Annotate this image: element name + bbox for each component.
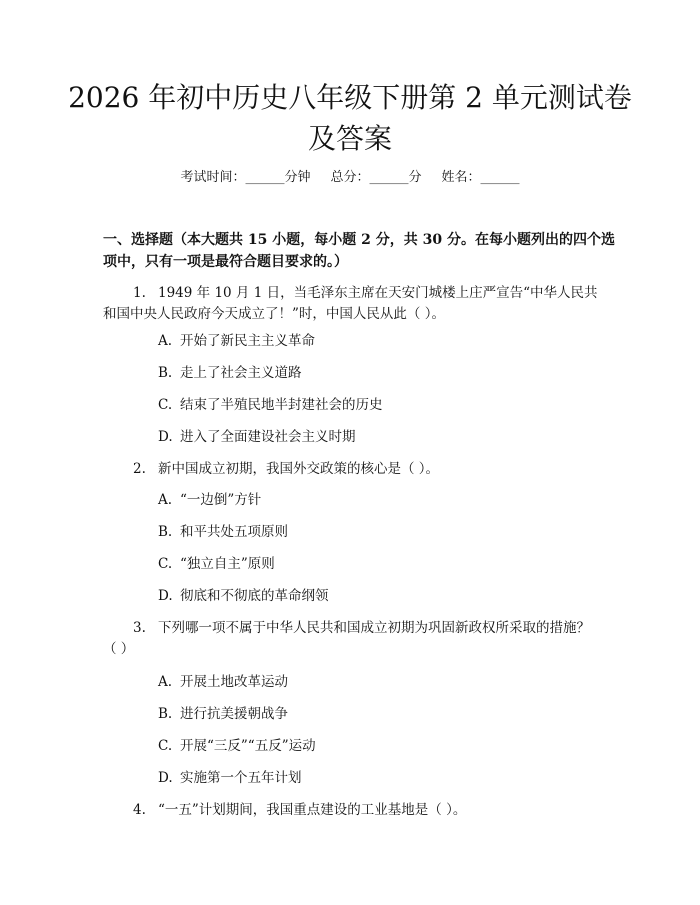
question-3-option-d — [158, 768, 302, 788]
option-text: 开始了新民主主义革命 — [180, 333, 315, 349]
option-text: 实施第一个五年计划 — [180, 770, 302, 786]
option-letter: D. — [158, 770, 173, 786]
exam-name-field: 姓名：______ — [441, 170, 520, 185]
option-letter: B. — [158, 365, 173, 381]
exam-time-field: 考试时间：______分钟 — [180, 170, 311, 185]
question-3-option-a — [158, 672, 288, 692]
question-3-number: 3. — [133, 620, 146, 636]
option-letter: A. — [158, 333, 173, 349]
question-1-text-line-2: 和国中央人民政府今天成立了！”时，中国人民从此（ ）。 — [103, 306, 445, 322]
question-1-text-line-1: 1949 年 10 月 1 日，当毛泽东主席在天安门城楼上庄严宣告“中华人民共 — [158, 285, 598, 301]
question-2-stem — [133, 458, 439, 480]
option-letter: C. — [158, 738, 173, 754]
question-4-number: 4. — [133, 802, 146, 818]
document-title-line-2: 及答案 — [307, 122, 392, 155]
option-letter: A. — [158, 674, 173, 690]
option-text: 彻底和不彻底的革命纲领 — [180, 588, 329, 604]
question-2-number: 2. — [133, 461, 146, 477]
question-3-text-line-2: （ ） — [103, 641, 135, 657]
question-1-stem — [133, 282, 597, 304]
question-3-option-b — [158, 704, 288, 724]
option-text: 开展“三反”“五反”运动 — [180, 738, 316, 754]
section-heading-line-1: 一、选择题（本大题共 15 小题，每小题 2 分，共 30 分。在每小题列出的四个选 — [103, 232, 615, 248]
option-letter: C. — [158, 397, 173, 413]
exam-meta — [0, 168, 700, 188]
question-2-option-c — [158, 554, 275, 574]
option-letter: D. — [158, 588, 173, 604]
question-1-number: 1. — [133, 285, 146, 301]
question-2-option-d — [158, 586, 329, 606]
question-2-text-line-1: 新中国成立初期，我国外交政策的核心是（ ）。 — [158, 461, 440, 477]
option-text: 进入了全面建设社会主义时期 — [180, 429, 356, 445]
section-heading-line-2: 项中，只有一项是最符合题目要求的。） — [103, 254, 348, 270]
question-3-stem — [133, 617, 590, 639]
option-letter: B. — [158, 524, 173, 540]
question-2-option-a — [158, 490, 261, 510]
option-text: 结束了半殖民地半封建社会的历史 — [180, 397, 383, 413]
question-2-option-b — [158, 522, 288, 542]
question-3-option-c — [158, 736, 316, 756]
question-1-option-c — [158, 395, 383, 415]
option-text: 走上了社会主义道路 — [180, 365, 302, 381]
option-text: “一边倒”方针 — [180, 492, 262, 508]
option-letter: A. — [158, 492, 173, 508]
option-letter: D. — [158, 429, 173, 445]
question-1-option-a — [158, 331, 315, 351]
question-4-text-line-1: “一五”计划期间，我国重点建设的工业基地是（ ）。 — [158, 802, 467, 818]
option-letter: C. — [158, 556, 173, 572]
option-text: 进行抗美援朝战争 — [180, 706, 288, 722]
option-text: “独立自主”原则 — [180, 556, 275, 572]
option-text: 和平共处五项原则 — [180, 524, 288, 540]
option-text: 开展土地改革运动 — [180, 674, 288, 690]
option-letter: B. — [158, 706, 173, 722]
question-3-text-line-1: 下列哪一项不属于中华人民共和国成立初期为巩固新政权所采取的措施？ — [158, 620, 590, 636]
document-title-line-1: 2026 年初中历史八年级下册第 2 单元测试卷 — [68, 81, 632, 114]
exam-score-field: 总分：______分 — [330, 170, 422, 185]
question-4-stem — [133, 799, 466, 821]
question-1-option-b — [158, 363, 302, 383]
question-1-option-d — [158, 427, 356, 447]
